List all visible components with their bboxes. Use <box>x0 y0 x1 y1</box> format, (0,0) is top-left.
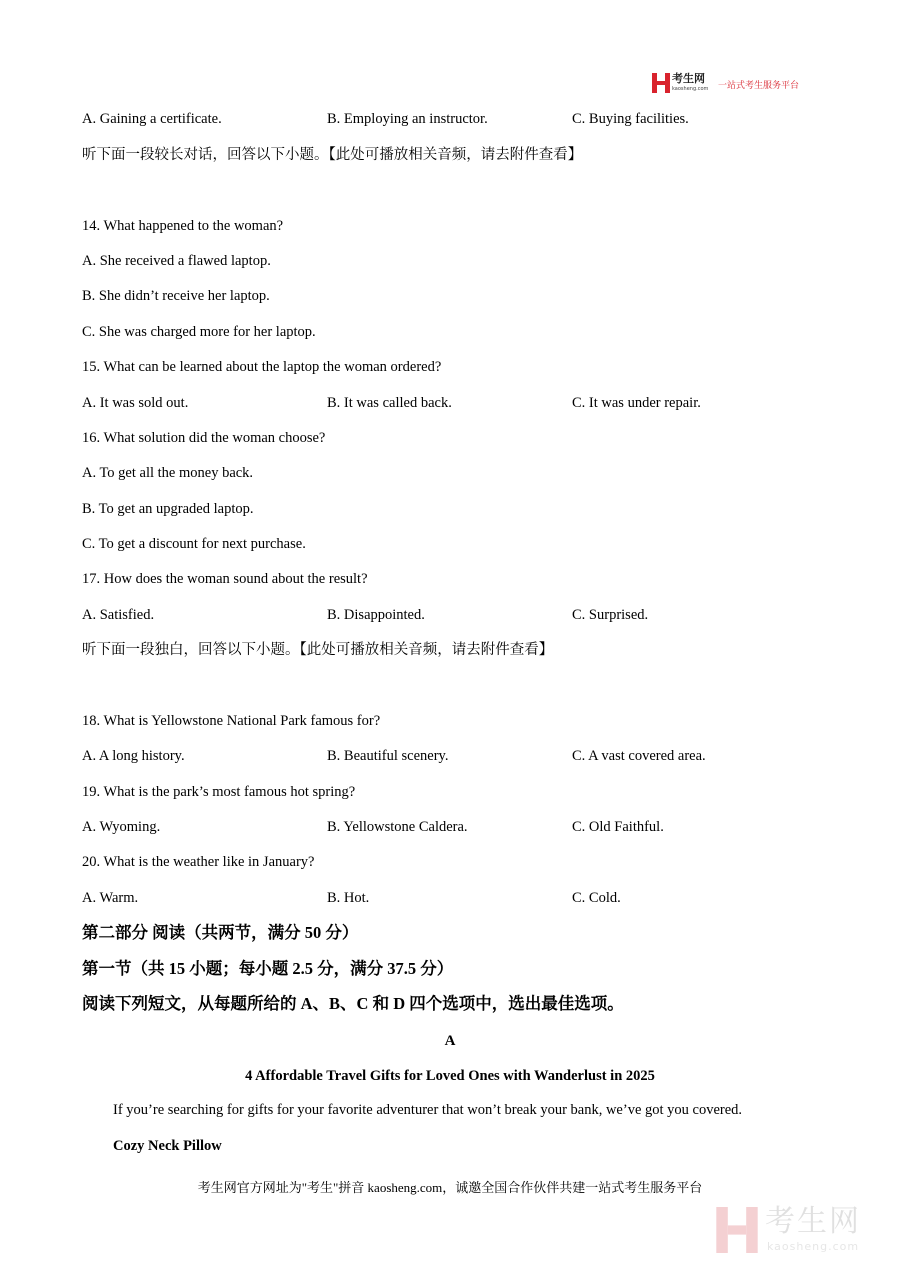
q18-option-b: B. Beautiful scenery. <box>327 748 449 764</box>
q18-question: 18. What is Yellowstone National Park famous for? <box>82 713 381 729</box>
watermark <box>715 1205 880 1257</box>
logo-domain: kaosheng.com <box>672 86 709 92</box>
q20-option-c: C. Cold. <box>572 890 621 906</box>
header-logo <box>652 73 822 97</box>
q20-option-a: A. Warm. <box>82 890 139 906</box>
watermark-domain: kaosheng.com <box>767 1240 860 1253</box>
part2-title: 第二部分 阅读（共两节，满分 50 分） <box>82 923 359 942</box>
section1-title: 第一节（共 15 小题；每小题 2.5 分，满分 37.5 分） <box>82 959 454 978</box>
q20-option-b: B. Hot. <box>327 890 370 906</box>
q17-option-a: A. Satisfied. <box>82 607 155 623</box>
q14-question: 14. What happened to the woman? <box>82 218 284 234</box>
q19-option-c: C. Old Faithful. <box>572 819 664 835</box>
q16-option-a: A. To get all the money back. <box>82 465 254 481</box>
page-footer: 考生网官方网址为"考生"拼音 kaosheng.com，诚邀全国合作伙伴共建一站式考生服务平台 <box>197 1180 703 1195</box>
q15-question: 15. What can be learned about the laptop the woman ordered? <box>82 359 442 375</box>
q19-option-a: A. Wyoming. <box>82 819 161 835</box>
kaosheng-logo-icon <box>652 73 670 93</box>
passage-intro: If you’re searching for gifts for your favorite adventurer that won’t break your bank, we’ve got you covered. <box>113 1102 743 1118</box>
q15-option-a: A. It was sold out. <box>82 395 189 411</box>
q14-option-b: B. She didn’t receive her laptop. <box>82 288 270 304</box>
watermark-brand: 考生网 <box>765 1204 861 1239</box>
q15-option-c: C. It was under repair. <box>572 395 701 411</box>
q20-question: 20. What is the weather like in January? <box>82 854 315 870</box>
q13-option-c: C. Buying facilities. <box>572 111 689 127</box>
q19-option-b: B. Yellowstone Caldera. <box>327 819 468 835</box>
reading-directions: 阅读下列短文，从每题所给的 A、B、C 和 D 四个选项中，选出最佳选项。 <box>82 994 624 1013</box>
logo-slogan: 一站式考生服务平台 <box>718 81 800 91</box>
q16-option-c: C. To get a discount for next purchase. <box>82 536 306 552</box>
logo-brand: 考生网 <box>672 72 705 85</box>
q17-question: 17. How does the woman sound about the result? <box>82 571 368 587</box>
q16-question: 16. What solution did the woman choose? <box>82 430 326 446</box>
passage-subheading: Cozy Neck Pillow <box>113 1138 222 1154</box>
q13-option-a: A. Gaining a certificate. <box>82 111 222 127</box>
instruction-dialogue: 听下面一段较长对话，回答以下小题。【此处可播放相关音频，请去附件查看】 <box>82 147 583 163</box>
q17-option-c: C. Surprised. <box>572 607 649 623</box>
q14-option-a: A. She received a flawed laptop. <box>82 253 271 269</box>
watermark-logo-icon <box>715 1207 759 1253</box>
q18-option-a: A. A long history. <box>82 748 185 764</box>
q16-option-b: B. To get an upgraded laptop. <box>82 501 254 517</box>
passage-title: 4 Affordable Travel Gifts for Loved Ones with Wanderlust in 2025 <box>245 1068 655 1084</box>
q14-option-c: C. She was charged more for her laptop. <box>82 324 316 340</box>
instruction-monologue: 听下面一段独白，回答以下小题。【此处可播放相关音频，请去附件查看】 <box>82 642 554 658</box>
q13-option-b: B. Employing an instructor. <box>327 111 488 127</box>
q15-option-b: B. It was called back. <box>327 395 452 411</box>
q18-option-c: C. A vast covered area. <box>572 748 706 764</box>
q19-question: 19. What is the park’s most famous hot spring? <box>82 784 356 800</box>
q17-option-b: B. Disappointed. <box>327 607 425 623</box>
passage-letter: A <box>444 1033 456 1049</box>
